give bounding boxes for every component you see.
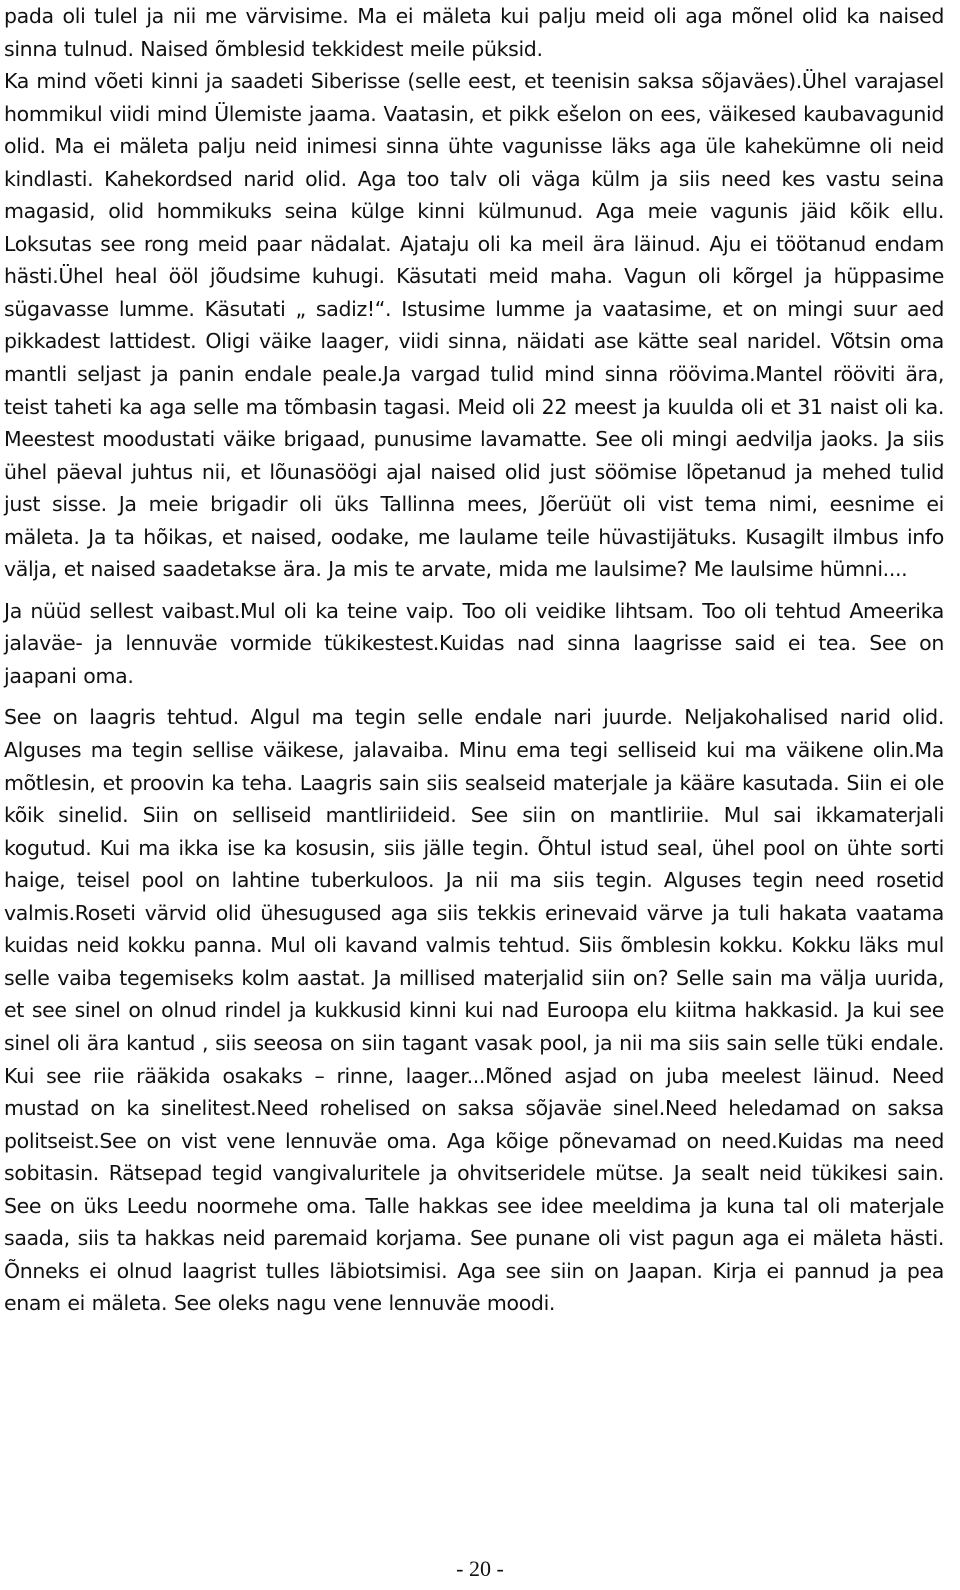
paragraph-2: Ka mind võeti kinni ja saadeti Siberisse (selle eest, et teenisin saksa sõjaväes).Ühel varajasel hommikul viidi mind Ülemiste jaama. Vaatasin, et pikk ešelon on ees, väikesed kaubavagunid olid. Ma ei mäleta palju neid inimesi sinna ühte vagunisse läks aga üle kahekümne oli neid kindlasti. Kahekordsed narid olid. Aga too talv oli väga külm ja siis need kes vastu seina magasid, olid hommikuks seina külge kinni külmunud. Aga meie vagunis jäid kõik ellu. Loksutas see rong meid paar nädalat. Ajataju oli ka meil ära läinud. Aju ei töötanud endam hästi.Ühel heal ööl jõudsime kuhugi. Käsutati meid maha. Vagun oli kõrgel ja hüppasime sügavasse lumme. Käsutati „ sadiz!“. Istusime lumme ja vaatasime, et on mingi suur aed pikkadest lattidest. Oligi väike laager, viidi sinna, näidati ase kätte seal naridel. Võtsin oma mantli seljast ja panin endale peale.Ja vargad tulid mind sinna röövima.Mantel rööviti ära, teist taheti ka aga selle ma tõmbasin tagasi. Meid oli 22 meest ja kuulda oli et 31 naist oli ka. Meestest moodustati väike brigaad, punusime lavamatte. See oli mingi aedvilja jaoks. Ja siis ühel päeval juhtus nii, et lõunasöögi ajal naised olid just söömise lõpetanud ja mehed tulid just sisse. Ja meie brigadir oli üks Tallinna mees, Jõerüüt oli vist tema nimi, eesnime ei mäleta. Ja ta hõikas, et naised, oodake, me laulame teile hüvastijätuks. Kusagilt ilmbus info välja, et naised saadetakse ära. Ja mis te arvate, mida me laulsime? Me laulsime hümni.... [4,69,944,582]
body-text [4,0,944,1320]
page-number: - 20 - [456,1556,504,1581]
paragraph-4: See on laagris tehtud. Algul ma tegin selle endale nari juurde. Neljakohalised narid olid. Alguses ma tegin sellise väikese, jalavaiba. Minu ema tegi selliseid kui ma väikene olin.Ma mõtlesin, et proovin ka teha. Laagris sain siis sealseid materjale ja kääre kasutada. Siin ei ole kõik sinelid. Siin on selliseid mantliriideid. See siin on mantliriie. Mul sai ikkamaterjali kogutud. Kui ma ikka ise ka kosusin, siis jälle tegin. Õhtul istud seal, ühel pool on ühte sorti haige, teisel pool on lahtine tuberkuloos. Ja nii ma siis tegin. Alguses tegin need rosetid valmis.Roseti värvid olid ühesugused aga siis tekkis erinevaid värve ja tuli hakata vaatama kuidas neid kokku panna. Mul oli kavand valmis tehtud. Siis õmblesin kokku. Kokku läks mul selle vaiba tegemiseks kolm aastat. Ja millised materjalid siin on? Selle sain ma välja uurida, et see sinel on olnud rindel ja kukkusid kinni kui nad Euroopa elu kiitma hakkasid. Ja kui see sinel oli ära kantud , siis seeosa on siin tagant vasak pool, ja nii ma siis sain selle tüki endale. Kui see riie rääkida osakaks – rinne, laager...Mõned asjad on juba meelest läinud. Need mustad on ka sinelitest.Need rohelised on saksa sõjaväe sinel.Need heledamad on saksa politseist.See on vist vene lennuväe oma. Aga kõige põnevamad on need.Kuidas ma need sobitasin. Rätsepad tegid vangivaluritele ja ohvitseridele mütse. Ja sealt neid tükikesi sain. See on üks Leedu noormehe oma. Talle hakkas see idee meeldima ja kuna tal oli materjale saada, siis ta hakkas neid paremaid korjama. See punane oli vist pagun aga ei mäleta hästi. Õnneks ei olnud laagrist tulles läbiotsimisi. Aga see siin on Jaapan. Kirja ei pannud ja pea enam ei mäleta. See oleks nagu vene lennuväe moodi. [4,705,944,1316]
paragraph-3: Ja nüüd sellest vaibast.Mul oli ka teine vaip. Too oli veidike lihtsam. Too oli tehtud Ameerika jalaväe- ja lennuväe vormide tükikestest.Kuidas nad sinna laagrisse said ei tea. See on jaapani oma. [4,598,944,688]
paragraph-1: pada oli tulel ja nii me värvisime. Ma ei mäleta kui palju meid oli aga mõnel olid ka naised sinna tulnud. Naised õmblesid tekkidest meile püksid. [4,4,944,61]
